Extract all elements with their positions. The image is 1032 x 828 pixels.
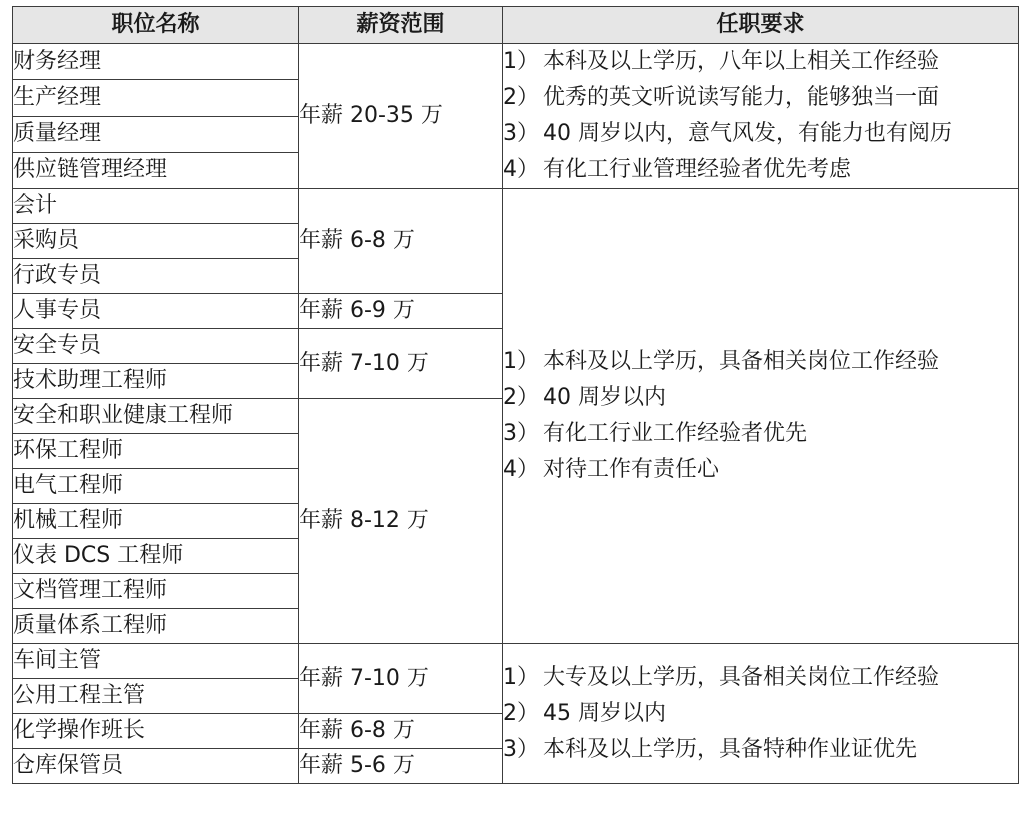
requirement-item: 4） 对待工作有责任心 [503,457,720,482]
requirement-item: 1） 本科及以上学历，具备相关岗位工作经验 [503,349,940,374]
position-cell: 采购员 [13,224,299,259]
position-cell: 会计 [13,189,299,224]
position-cell: 生产经理 [13,80,299,116]
salary-cell: 年薪 6-8 万 [299,714,503,749]
requirement-item: 1） 大专及以上学历，具备相关岗位工作经验 [503,664,940,690]
header-requirements: 任职要求 [503,7,1019,44]
salary-cell: 年薪 8-12 万 [299,399,503,644]
position-cell: 文档管理工程师 [13,574,299,609]
job-table [12,6,1019,784]
header-position: 职位名称 [13,7,299,44]
requirement-item: 2） 40 周岁以内 [503,385,666,410]
requirement-item: 2） 45 周岁以内 [503,700,666,726]
table-row [13,189,1019,224]
salary-cell: 年薪 6-9 万 [299,294,503,329]
position-cell: 公用工程主管 [13,679,299,714]
requirements-cell [503,44,1019,189]
salary-cell: 年薪 20-35 万 [299,44,503,189]
requirement-item: 2） 优秀的英文听说读写能力，能够独当一面 [503,85,940,110]
requirement-item: 1） 本科及以上学历，八年以上相关工作经验 [503,49,940,74]
position-cell: 电气工程师 [13,469,299,504]
requirement-item: 3） 本科及以上学历，具备特种作业证优先 [503,736,918,762]
table-row [13,644,1019,679]
header-salary: 薪资范围 [299,7,503,44]
header-row [13,7,1019,44]
position-cell: 技术助理工程师 [13,364,299,399]
salary-cell: 年薪 7-10 万 [299,644,503,714]
position-cell: 仓库保管员 [13,749,299,784]
requirement-item: 3） 40 周岁以内，意气风发，有能力也有阅历 [503,121,952,146]
position-cell: 安全和职业健康工程师 [13,399,299,434]
position-cell: 车间主管 [13,644,299,679]
requirement-item: 3） 有化工行业工作经验者优先 [503,421,808,446]
position-cell: 化学操作班长 [13,714,299,749]
position-cell: 环保工程师 [13,434,299,469]
salary-cell: 年薪 7-10 万 [299,329,503,399]
position-cell: 仪表 DCS 工程师 [13,539,299,574]
position-cell: 机械工程师 [13,504,299,539]
requirements-cell [503,644,1019,784]
position-cell: 财务经理 [13,44,299,80]
position-cell: 供应链管理经理 [13,152,299,188]
requirements-cell [503,189,1019,644]
position-cell: 安全专员 [13,329,299,364]
position-cell: 质量体系工程师 [13,609,299,644]
salary-cell: 年薪 5-6 万 [299,749,503,784]
position-cell: 人事专员 [13,294,299,329]
requirement-item: 4） 有化工行业管理经验者优先考虑 [503,157,852,182]
table-row [13,44,1019,80]
position-cell: 行政专员 [13,259,299,294]
position-cell: 质量经理 [13,116,299,152]
salary-cell: 年薪 6-8 万 [299,189,503,294]
